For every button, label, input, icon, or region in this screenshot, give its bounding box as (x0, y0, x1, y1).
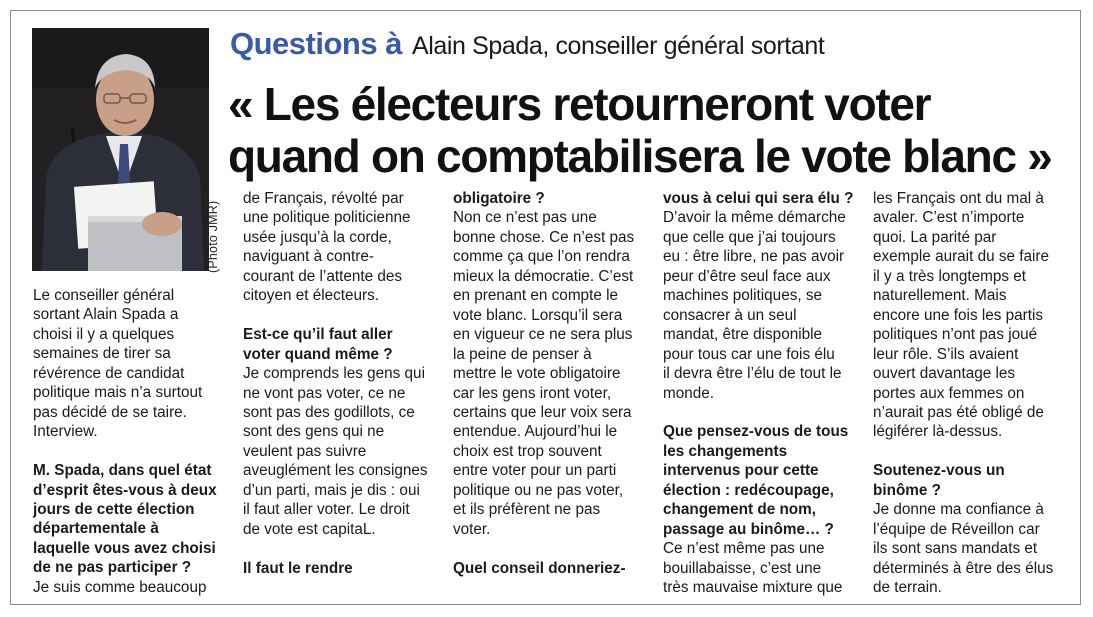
body-line: ne vont pas voter, ce ne (243, 384, 406, 402)
text-column-4 (663, 189, 858, 598)
body-line: encore une fois les partis (873, 306, 1044, 324)
body-line: voter. (453, 520, 491, 538)
body-line: bouillabaisse, c’est une (663, 559, 822, 577)
body-line: politique mais n’a surtout (33, 384, 203, 402)
body-line: avaler. C’est n’importe (873, 209, 1025, 227)
body-line: il faut aller voter. Le droit (243, 501, 410, 519)
body-line: certains que leur voix sera (453, 403, 632, 421)
body-line: et ils préfèrent ne pas (453, 501, 601, 519)
paragraph-gap (663, 403, 858, 422)
question-line: changement de nom, (663, 501, 816, 519)
portrait-photo (32, 28, 209, 271)
body-line: naviguant à contre- (243, 248, 374, 266)
body-line: comme ça que l’on rendra (453, 248, 630, 266)
body-line: Je suis comme beaucoup (33, 578, 207, 596)
text-column-1 (33, 286, 218, 597)
question-line: intervenus pour cette (663, 462, 819, 480)
body-line: citoyen et électeurs. (243, 287, 380, 305)
body-line: en prenant en compte le (453, 287, 618, 305)
body-line: portes aux femmes on (873, 384, 1025, 402)
body-line: Je donne ma confiance à (873, 501, 1044, 519)
question-line: passage au binôme… ? (663, 520, 834, 538)
body-line: Non ce n’est pas une (453, 209, 597, 227)
body-line: naturellement. Mais (873, 287, 1007, 305)
body-line: pour tous car une fois élu (663, 345, 835, 363)
body-line: aveuglément les consignes (243, 462, 428, 480)
body-line: de vote est capitaL. (243, 520, 376, 538)
body-line: machines politiques, se (663, 287, 823, 305)
photo-credit: (Photo JMR) (206, 200, 220, 273)
question-line: les changements (663, 442, 788, 460)
body-line: mettre le vote obligatoire (453, 365, 621, 383)
body-line: Le conseiller général (33, 287, 175, 304)
body-line: sont des gens qui ne (243, 423, 385, 441)
body-line: une politique politicienne (243, 209, 411, 227)
headline (228, 78, 1088, 182)
kicker (230, 26, 824, 62)
question-line: M. Spada, dans quel état (33, 462, 212, 480)
section-label: Questions à (230, 26, 402, 61)
body-line: l’équipe de Réveillon car (873, 520, 1040, 538)
body-line: très mauvaise mixture que (663, 579, 843, 597)
body-line: D’avoir la même démarche (663, 209, 846, 227)
body-line: choisi il y a quelques (33, 325, 175, 343)
question-line: de ne pas participer ? (33, 559, 192, 577)
question-line: élection : redécoupage, (663, 481, 834, 499)
body-line: entendue. Aujourd’hui le (453, 423, 618, 441)
body-line: vote blanc. Lorsqu’il sera (453, 306, 623, 324)
body-line: déterminés à être des élus (873, 559, 1054, 577)
question-line: laquelle vous avez choisi (33, 539, 216, 557)
body-line: exemple aurait du se faire (873, 248, 1050, 266)
body-line: Je comprends les gens qui (243, 365, 425, 383)
body-line: les Français ont du mal à (873, 190, 1044, 207)
body-line: mandat, être disponible (663, 326, 823, 344)
body-line: mieux la démocratie. C’est (453, 267, 634, 285)
body-line: révérence de candidat (33, 364, 185, 382)
body-line: peur d’être seul face aux (663, 267, 831, 285)
text-column-3 (453, 189, 648, 578)
body-line: sont pas des godillots, ce (243, 403, 415, 421)
question-line: vous à celui qui sera élu ? (663, 190, 854, 207)
body-line: d’un parti, mais je dis : oui (243, 481, 420, 499)
question-line: Quel conseil donneriez- (453, 559, 626, 577)
body-line: ils sont sans mandats et (873, 540, 1038, 558)
body-line: ouvert davantage les (873, 365, 1016, 383)
body-line: car les gens iront voter, (453, 384, 612, 402)
body-line: politique ou ne pas voter, (453, 481, 624, 499)
paragraph-gap (243, 539, 438, 558)
text-column-2 (243, 189, 438, 578)
question-line: Il faut le rendre (243, 559, 353, 577)
body-line: pas décidé de se taire. (33, 403, 187, 421)
body-line: veulent pas suivre (243, 442, 367, 460)
body-line: bonne chose. Ce n’est pas (453, 228, 635, 246)
headline-line: « Les électeurs retourneront voter (228, 78, 931, 130)
body-line: n’aurait pas été obligé de (873, 403, 1044, 421)
body-line: courant de l’attente des (243, 267, 403, 285)
body-line: eu : être libre, ne pas avoir (663, 248, 845, 266)
paragraph-gap (33, 442, 218, 461)
question-line: départementale à (33, 520, 159, 538)
body-line: entre voter pour un parti (453, 462, 617, 480)
body-line: sortant Alain Spada a (33, 306, 179, 324)
question-line: Est-ce qu’il faut aller (243, 326, 393, 344)
body-line: de terrain. (873, 579, 942, 597)
body-line: il devra être l’élu de tout le (663, 365, 842, 383)
body-line: il y a très longtemps et (873, 267, 1027, 285)
body-line: Interview. (33, 423, 98, 441)
question-line: Soutenez-vous un (873, 462, 1005, 480)
body-line: monde. (663, 384, 715, 402)
body-line: quoi. La parité par (873, 228, 997, 246)
body-line: choix est trop souvent (453, 442, 602, 460)
body-line: que celle que j’ai toujours (663, 228, 836, 246)
body-line: politiques n’ont pas joué (873, 326, 1038, 344)
question-line: d’esprit êtes-vous à deux (33, 481, 217, 499)
body-line: consacrer à un seul (663, 306, 797, 324)
question-line: jours de cette élection (33, 500, 195, 518)
body-line: de Français, révolté par (243, 190, 404, 207)
headline-line: quand on comptabilisera le vote blanc » (228, 130, 1052, 182)
body-line: légiférer là-dessus. (873, 423, 1003, 441)
portrait-illustration (32, 28, 209, 271)
body-line: Ce n’est même pas une (663, 540, 825, 558)
paragraph-gap (873, 442, 1068, 461)
question-line: binôme ? (873, 481, 941, 499)
body-line: leur rôle. S’ils avaient (873, 345, 1019, 363)
interviewee: Alain Spada, conseiller général sortant (411, 32, 825, 60)
body-line: semaines de tirer sa (33, 345, 171, 363)
text-column-5 (873, 189, 1068, 598)
body-line: usée jusqu’à la corde, (243, 228, 392, 246)
paragraph-gap (453, 539, 648, 558)
body-line: la peine de penser à (453, 345, 592, 363)
question-line: voter quand même ? (243, 345, 393, 363)
body-line: en vigueur ce ne sera plus (453, 326, 633, 344)
paragraph-gap (243, 306, 438, 325)
question-line: obligatoire ? (453, 190, 545, 207)
question-line: Que pensez-vous de tous (663, 423, 849, 441)
